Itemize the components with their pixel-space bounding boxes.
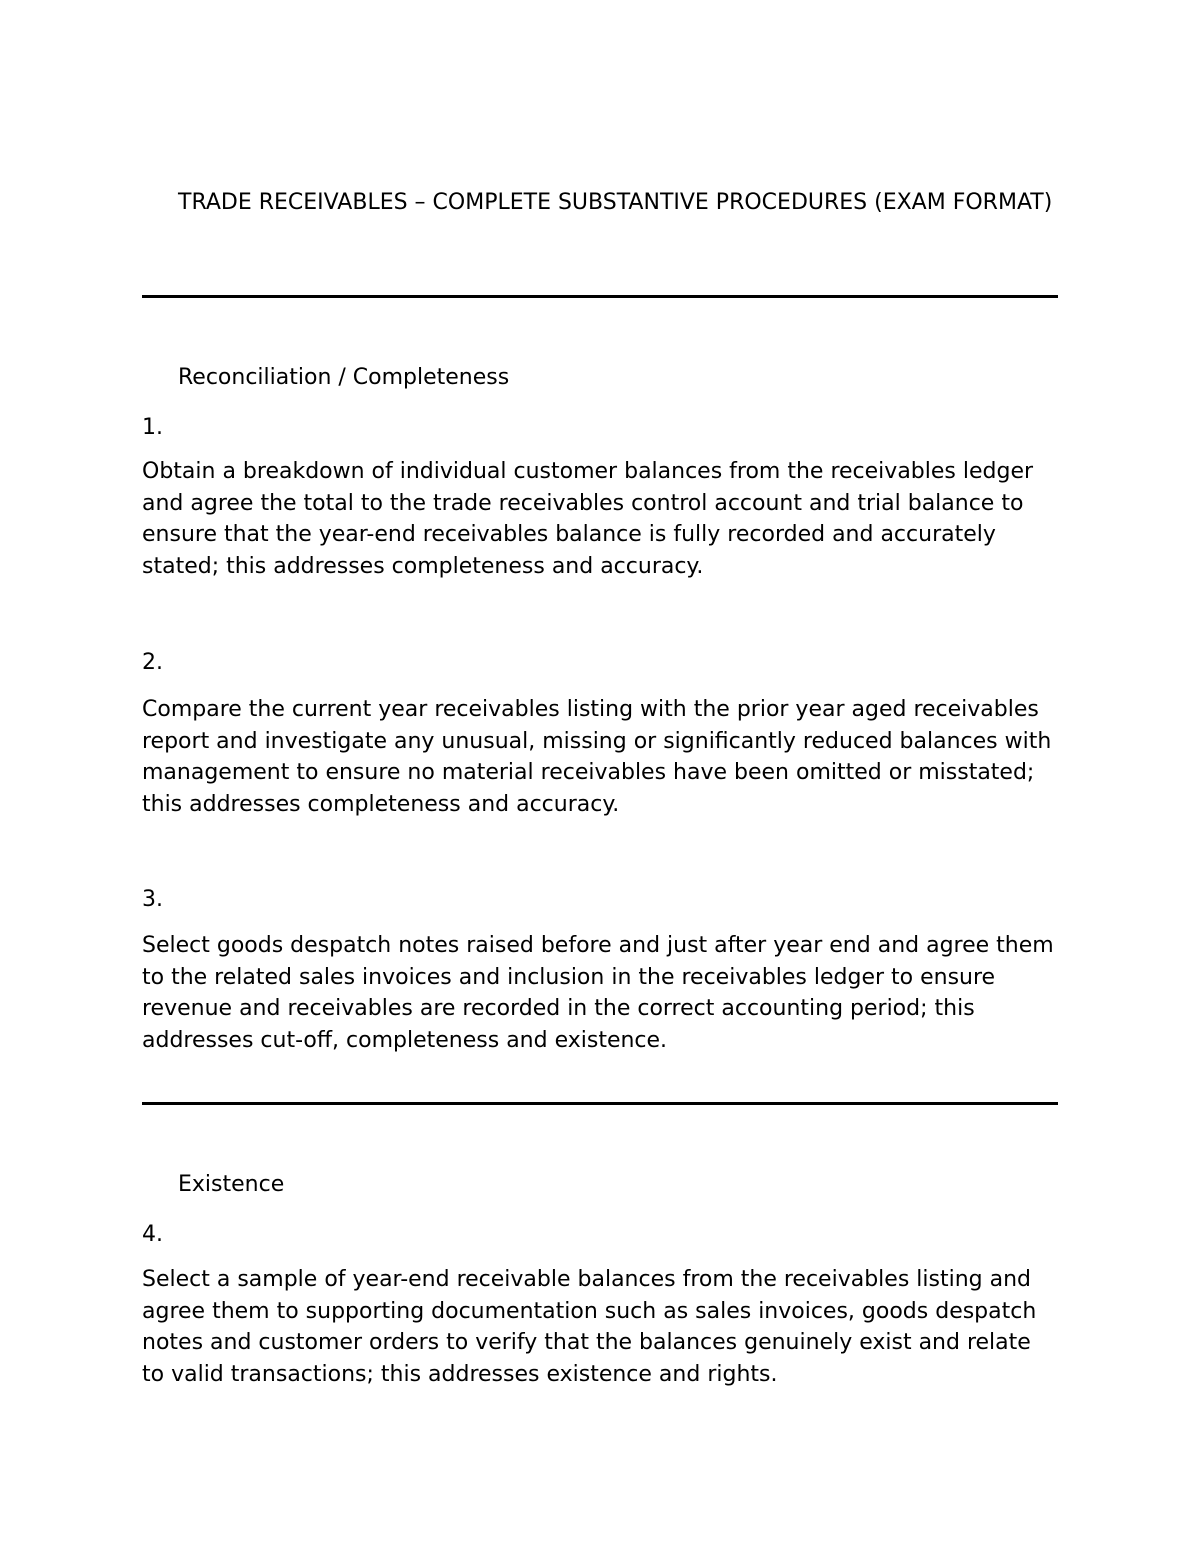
procedure-number-2: 2. bbox=[142, 650, 163, 675]
section-divider bbox=[142, 1102, 1058, 1105]
procedure-text-3: Select goods despatch notes raised before and just after year end and agree them to the related sales invoices and inclusion in the receivables ledger to ensure revenue and receivables are recorded in the correct accounting period; this addresses cut-off, completeness and existence. bbox=[142, 933, 1054, 1054]
section-heading-existence: Existence bbox=[178, 1172, 285, 1197]
procedure-text-1: Obtain a breakdown of individual customer balances from the receivables ledger and agree the total to the trade receivables control account and trial balance to ensure that the year-end receivables balance is fully recorded and accurately stated; this addresses completeness and accuracy. bbox=[142, 459, 1034, 580]
procedure-text-2: Compare the current year receivables listing with the prior year aged receivables report and investigate any unusual, missing or significantly reduced balances with management to ensure no material receivables have been omitted or misstated; this addresses completeness and accuracy. bbox=[142, 697, 1052, 818]
document-page bbox=[142, 0, 1058, 1553]
section-heading-reconciliation: Reconciliation / Completeness bbox=[178, 365, 510, 390]
procedure-number-4: 4. bbox=[142, 1222, 163, 1247]
section-divider bbox=[142, 295, 1058, 298]
procedure-text-4: Select a sample of year-end receivable balances from the receivables listing and agree them to supporting documentation such as sales invoices, goods despatch notes and customer orders to verify that the balances genuinely exist and relate to valid transactions; this addresses existence and rights. bbox=[142, 1267, 1037, 1388]
procedure-number-3: 3. bbox=[142, 887, 163, 912]
document-title: TRADE RECEIVABLES – COMPLETE SUBSTANTIVE PROCEDURES (EXAM FORMAT) bbox=[178, 190, 1053, 215]
procedure-number-1: 1. bbox=[142, 415, 163, 440]
